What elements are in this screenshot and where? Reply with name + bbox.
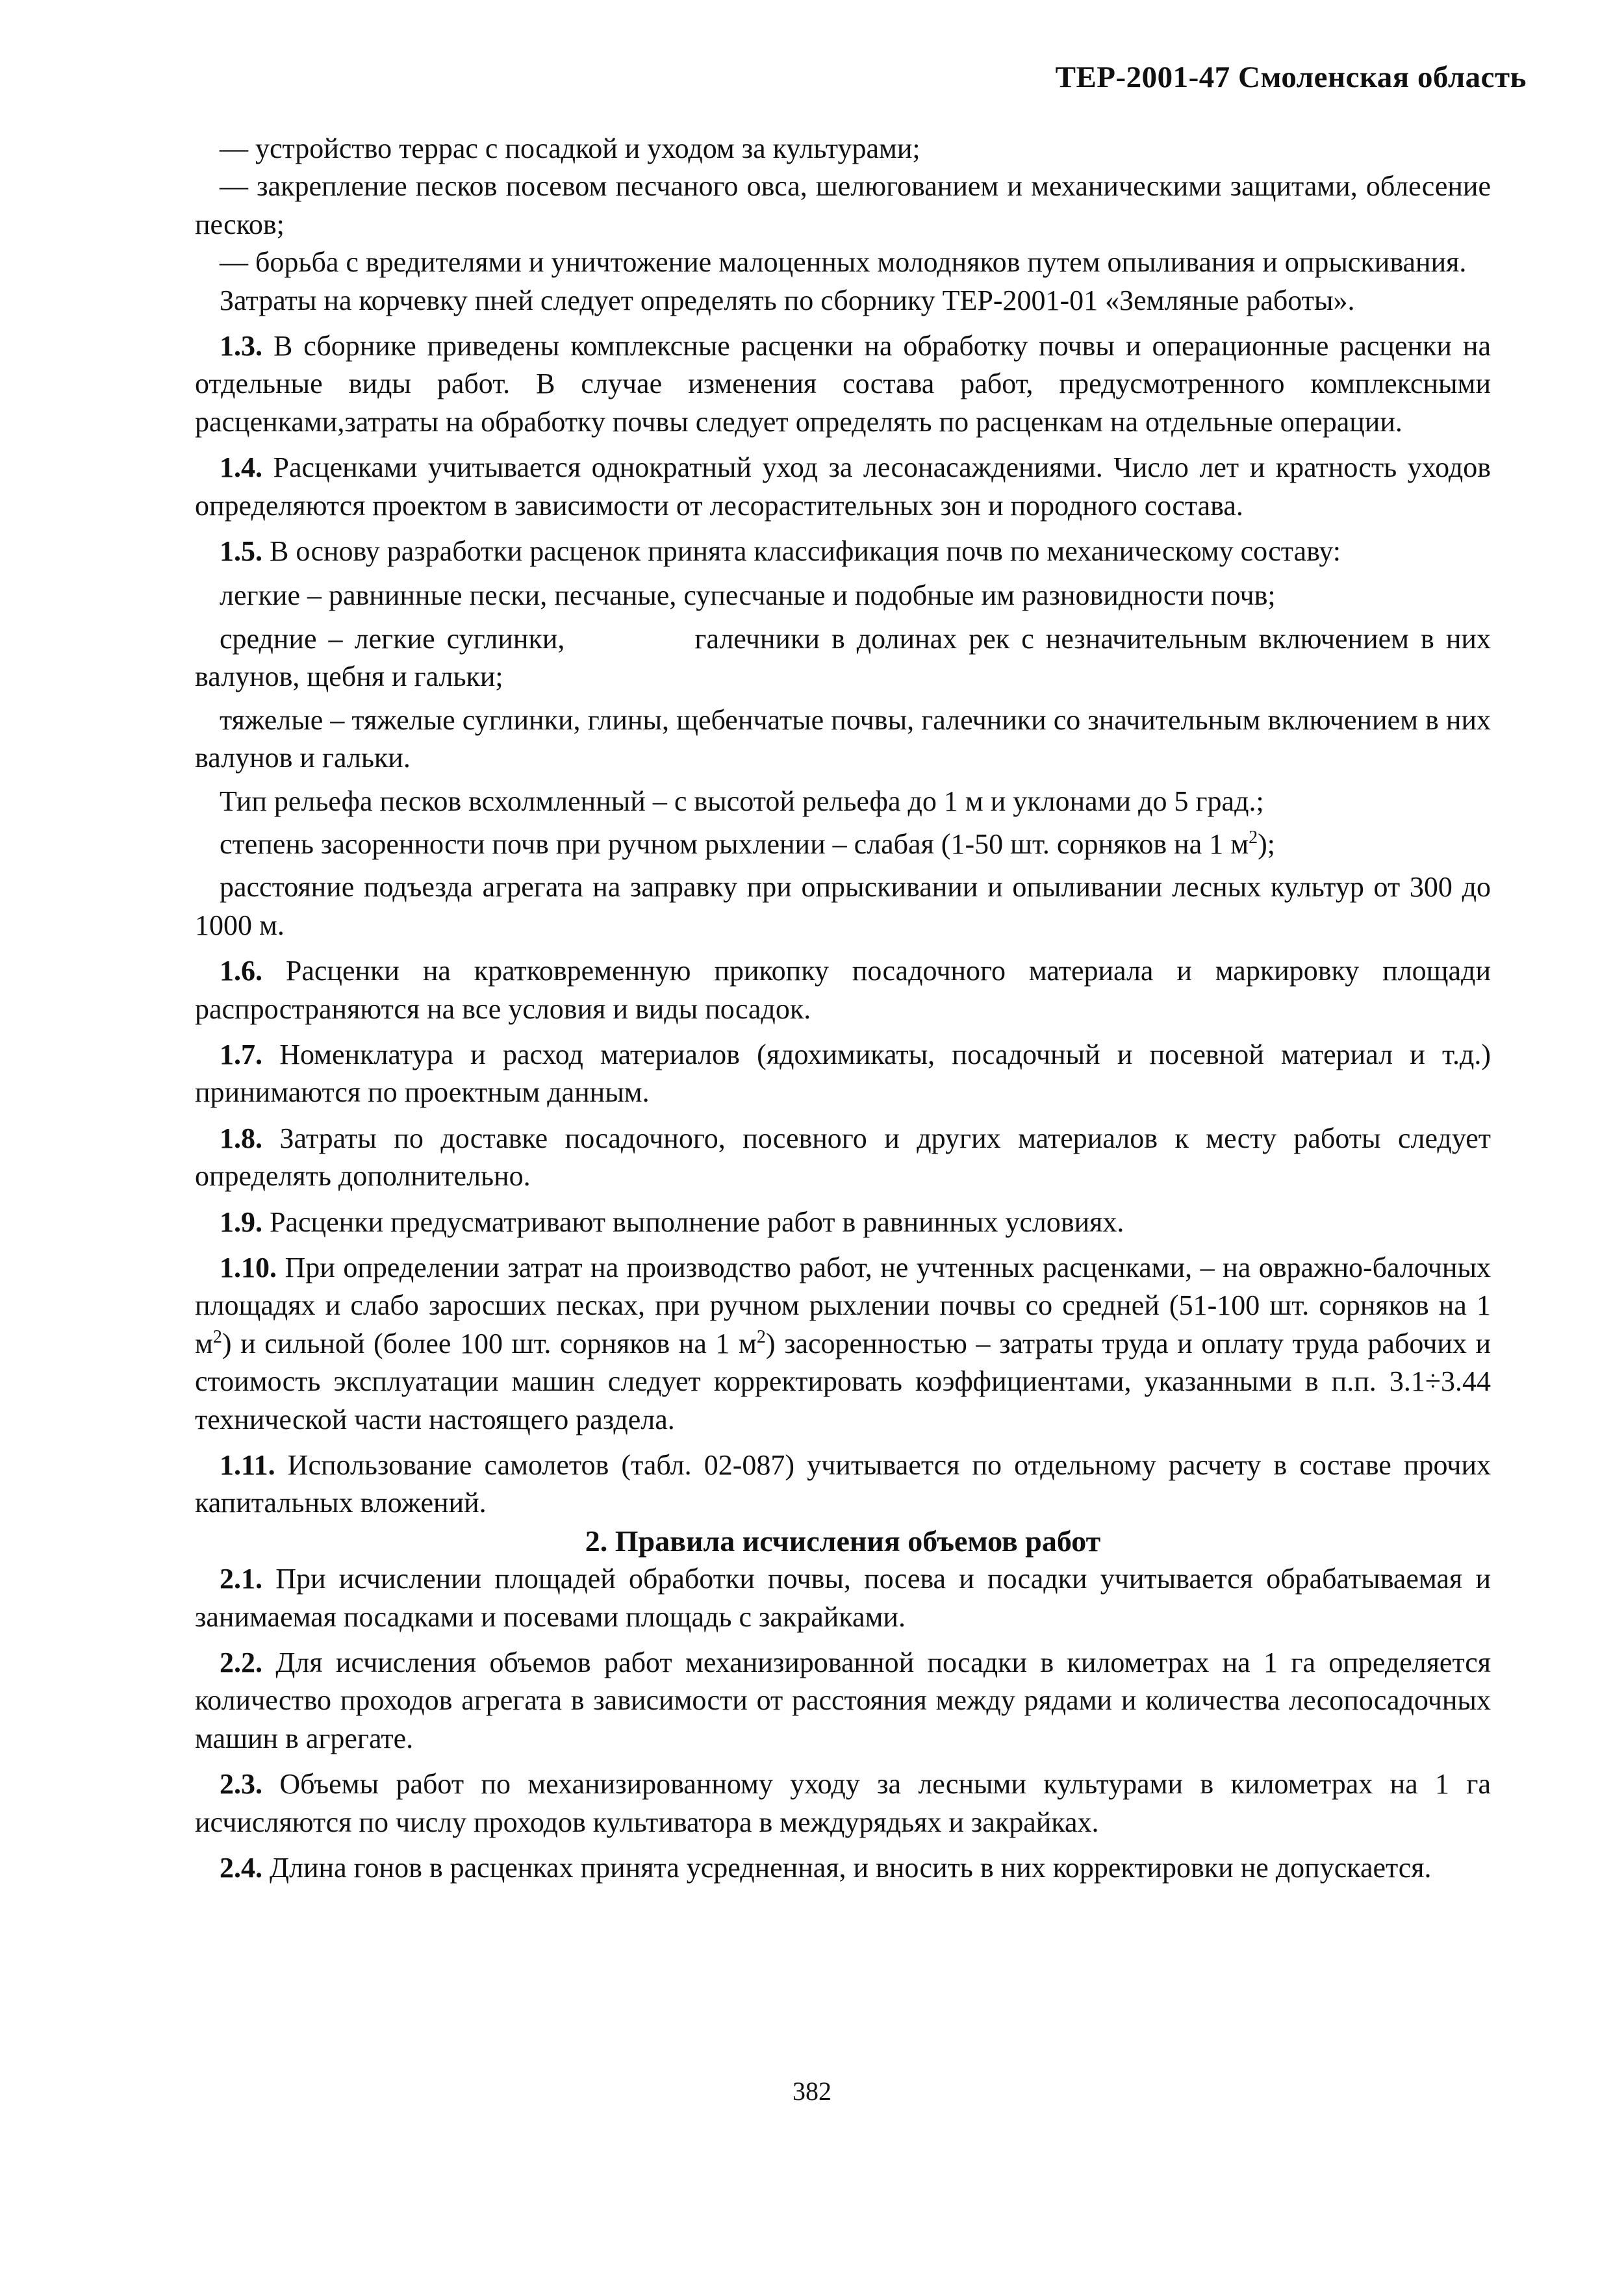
- paragraph-2-2: [195, 1644, 1491, 1758]
- soil-medium-part-b: галечники в долинах рек с незначительным включением в них валунов, щебня и гальки;: [195, 622, 1491, 693]
- soil-class-heavy: тяжелые – тяжелые суглинки, глины, щебенчатые почвы, галечники со значительным включением в них валунов и гальки.: [195, 703, 1491, 774]
- running-header: ТЕР-2001-47 Смоленская область: [1055, 60, 1527, 94]
- paragraph-relief: Тип рельефа песков всхолмленный – с высотой рельефа до 1 м и уклонами до 5 град.;: [220, 785, 1264, 817]
- clause-text: Номенклатура и расход материалов (ядохимикаты, посадочный и посевной материал и т.д.) принимаются по проектным данным.: [195, 1038, 1491, 1109]
- paragraph-1-10: [195, 1249, 1491, 1439]
- clause-text: Затраты по доставке посадочного, посевного и других материалов к месту работы следует определять дополнительно.: [195, 1122, 1491, 1193]
- page-body: [195, 130, 1491, 1887]
- clause-number: 2.3.: [220, 1768, 262, 1801]
- clause-number: 1.5.: [220, 535, 262, 568]
- section-heading: 2. Правила исчисления объемов работ: [585, 1524, 1101, 1558]
- clause-number: 1.9.: [220, 1206, 262, 1238]
- clause-text: Расценки предусматривают выполнение работ в равнинных условиях.: [262, 1206, 1124, 1238]
- weed-end: );: [1258, 828, 1275, 860]
- clause-text: Для исчисления объемов работ механизированной посадки в километрах на 1 га определяется количество проходов агрегата в зависимости от расстояния между рядами и количества лесопосадочных машин в агрегате.: [195, 1647, 1491, 1754]
- soil-medium-part-a: средние – легкие суглинки,: [220, 622, 565, 655]
- paragraph-weed: [195, 826, 1491, 863]
- paragraph-1-5: [195, 533, 1491, 570]
- paragraph-1-6: [195, 952, 1491, 1028]
- clause-text: Объемы работ по механизированному уходу за лесными культурами в километрах на 1 га исчисляются по числу проходов культиватора в междурядьях и закрайках.: [195, 1768, 1491, 1838]
- paragraph-korchevka: Затраты на корчевку пней следует определять по сборнику ТЕР-2001-01 «Земляные работы».: [220, 284, 1355, 316]
- clause-text: Расценки на кратковременную прикопку посадочного материала и маркировку площади распространяются на все условия и виды посадок.: [195, 955, 1491, 1025]
- list-item: — устройство террас с посадкой и уходом за культурами;: [220, 133, 920, 164]
- soil-class-light: легкие – равнинные пески, песчаные, супесчаные и подобные им разновидности почв;: [220, 579, 1276, 612]
- paragraph-1-9: [195, 1204, 1491, 1241]
- clause-number: 1.7.: [220, 1038, 262, 1070]
- clause-text: В основу разработки расценок принята классификация почв по механическому составу:: [262, 535, 1341, 568]
- paragraph-distance: расстояние подъезда агрегата на заправку при опрыскивании и опыливании лесных культур от 300 до 1000 м.: [195, 871, 1491, 941]
- clause-number: 2.1.: [220, 1563, 262, 1595]
- clause-number: 2.4.: [220, 1852, 262, 1884]
- paragraph-2-3: [195, 1765, 1491, 1841]
- page-number: 382: [793, 2077, 831, 2106]
- paragraph-1-8: [195, 1120, 1491, 1196]
- clause-text: Длина гонов в расценках принята усредненная, и вносить в них корректировки не допускается.: [262, 1852, 1432, 1884]
- list-item: — закрепление песков посевом песчаного овса, шелюгованием и механическими защитами, облесение песков;: [195, 170, 1491, 240]
- paragraph-2-4: [195, 1849, 1491, 1887]
- clause-number: 1.10.: [220, 1251, 277, 1283]
- weed-text: степень засоренности почв при ручном рыхлении – слабая (1-50 шт. сорняков на 1 м: [220, 828, 1249, 860]
- superscript: 2: [756, 1326, 766, 1347]
- paragraph-1-3: [195, 327, 1491, 441]
- clause-text: ) и сильной (более 100 шт. сорняков на 1 м: [222, 1327, 757, 1359]
- clause-text: ) засоренностью – затраты труда и оплату труда рабочих и стоимость эксплуатации машин следует корректировать коэффициентами, указанными в п.п. 3.1÷3.44 технической части настоящего раздела.: [195, 1327, 1491, 1435]
- superscript: 2: [1249, 827, 1258, 848]
- clause-number: 1.3.: [220, 330, 262, 362]
- paragraph-1-4: [195, 449, 1491, 525]
- clause-number: 1.4.: [220, 451, 262, 484]
- clause-number: 1.11.: [220, 1449, 275, 1481]
- paragraph-1-11: [195, 1447, 1491, 1523]
- clause-text: Расценками учитывается однократный уход за лесонасаждениями. Число лет и кратность уходов определяются проектом в зависимости от лесорастительных зон и породного состава.: [195, 451, 1491, 522]
- superscript: 2: [212, 1326, 222, 1347]
- clause-text: Использование самолетов (табл. 02-087) учитывается по отдельному расчету в составе прочих капитальных вложений.: [195, 1449, 1491, 1519]
- clause-text: При определении затрат на производство работ, не учтенных расценками, – на овражно-балочных площадях и слабо заросших песках, при ручном рыхлении почвы со средней (51-100 шт. сорняков на 1 м: [195, 1251, 1491, 1359]
- paragraph-2-1: [195, 1560, 1491, 1636]
- list-item: — борьба с вредителями и уничтожение малоценных молодняков путем опыливания и опрыскивания.: [220, 246, 1467, 279]
- soil-class-medium: [195, 620, 1491, 696]
- clause-text: В сборнике приведены комплексные расценки на обработку почвы и операционные расценки на отдельные виды работ. В случае изменения состава работ, предусмотренного комплексными расценками,затраты на обработку почвы следует определять по расценкам на отдельные операции.: [195, 330, 1491, 438]
- clause-number: 1.6.: [220, 955, 262, 987]
- clause-number: 1.8.: [220, 1122, 262, 1154]
- clause-number: 2.2.: [220, 1647, 262, 1679]
- paragraph-1-7: [195, 1036, 1491, 1112]
- clause-text: При исчислении площадей обработки почвы, посева и посадки учитывается обрабатываемая и занимаемая посадками и посевами площадь с закрайками.: [195, 1563, 1491, 1633]
